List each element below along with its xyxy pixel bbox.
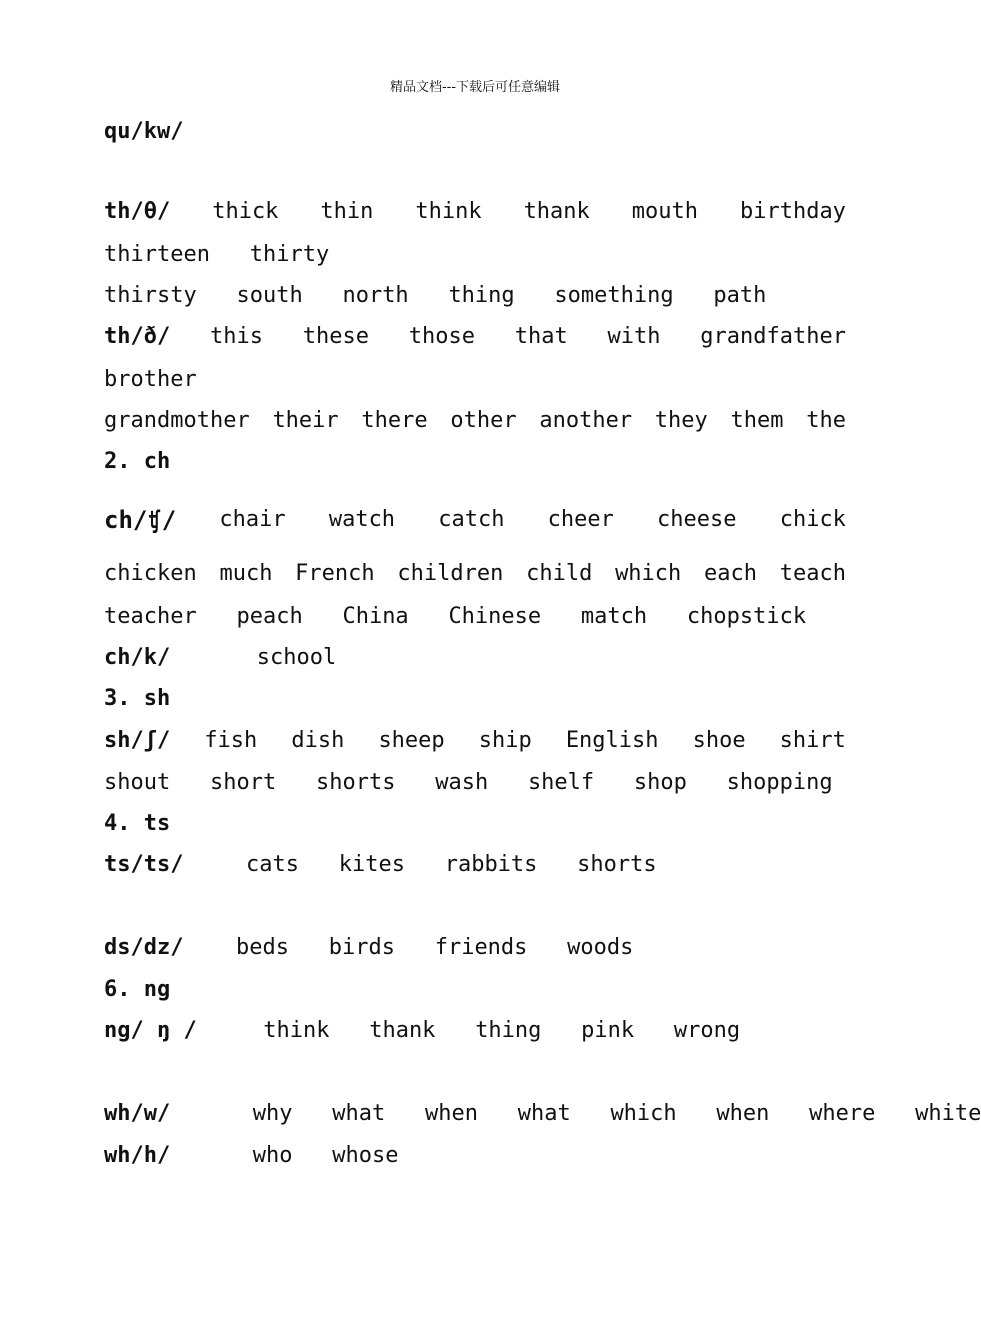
- word: thank: [369, 1018, 436, 1043]
- word: where: [809, 1101, 876, 1126]
- word: them: [730, 408, 784, 433]
- word: with: [607, 324, 661, 349]
- word: those: [408, 324, 475, 349]
- word: thank: [523, 199, 590, 224]
- th-eth-row-2: [104, 366, 846, 394]
- word: thick: [212, 199, 279, 224]
- word: rabbits: [444, 852, 538, 877]
- word: shorts: [315, 770, 396, 795]
- word: kites: [338, 852, 405, 877]
- th-theta-label: th/θ/: [104, 199, 171, 224]
- word: other: [450, 408, 517, 433]
- word: chopstick: [686, 604, 807, 629]
- word: shoe: [692, 728, 746, 753]
- word: chicken: [104, 561, 197, 586]
- word: when: [424, 1101, 478, 1126]
- qu-label: qu/kw/: [104, 119, 184, 144]
- th-eth-label: th/ð/: [104, 324, 171, 349]
- word: pink: [581, 1018, 635, 1043]
- word: chick: [779, 507, 846, 532]
- ch-k-label: ch/k/: [104, 645, 171, 670]
- word: teacher: [104, 604, 197, 629]
- word: south: [236, 283, 303, 308]
- section-heading-ts: 4. ts: [104, 811, 171, 836]
- word: whose: [332, 1143, 399, 1168]
- word: the: [806, 408, 846, 433]
- th-eth-row-1: [104, 323, 846, 351]
- word: what: [517, 1101, 571, 1126]
- ds-label: ds/dz/: [104, 935, 184, 960]
- word: woods: [567, 935, 634, 960]
- word: their: [272, 408, 339, 433]
- wh-w-row: [104, 1100, 981, 1128]
- word: fish: [204, 728, 258, 753]
- word: thing: [475, 1018, 542, 1043]
- word: dish: [291, 728, 345, 753]
- page-header: 精品文档---下载后可任意编辑: [389, 80, 561, 95]
- word: who: [252, 1143, 293, 1168]
- section-heading-ng: 6. ng: [104, 977, 171, 1002]
- word: catch: [438, 507, 505, 532]
- qu-row: [104, 118, 846, 146]
- word: teach: [779, 561, 846, 586]
- word: English: [565, 728, 659, 753]
- word: Chinese: [448, 604, 542, 629]
- word: brother: [104, 367, 197, 392]
- word: sheep: [378, 728, 445, 753]
- ts-row: [104, 851, 846, 879]
- word: child: [526, 561, 593, 586]
- word: French: [295, 561, 375, 586]
- word: grandfather: [700, 324, 846, 349]
- th-theta-row-2: [104, 241, 846, 269]
- word: path: [713, 283, 767, 308]
- word: chair: [219, 507, 286, 532]
- ts-label: ts/ts/: [104, 852, 184, 877]
- word: much: [219, 561, 273, 586]
- word: watch: [328, 507, 396, 532]
- th-theta-row-1: [104, 198, 846, 226]
- wh-h-label: wh/h/: [104, 1143, 171, 1168]
- word: birds: [328, 935, 395, 960]
- word: shop: [633, 770, 687, 795]
- ng-label: ng/ ŋ /: [104, 1018, 197, 1043]
- word: think: [263, 1018, 330, 1043]
- word: thirty: [249, 242, 330, 267]
- word: ship: [478, 728, 532, 753]
- word: China: [342, 604, 409, 629]
- word: which: [610, 1101, 677, 1126]
- word: shorts: [577, 852, 657, 877]
- ch-tsh-row-2: [104, 560, 846, 588]
- ch-tsh-row-1: [104, 503, 846, 537]
- ch-tsh-label: ch/ʧ/: [104, 506, 177, 534]
- word: cats: [245, 852, 299, 877]
- word: that: [514, 324, 568, 349]
- ng-row: [104, 1017, 846, 1045]
- word: white: [915, 1101, 981, 1126]
- word: school: [256, 645, 337, 670]
- word: peach: [236, 604, 303, 629]
- sh-row-1: [104, 727, 846, 755]
- word: beds: [235, 935, 289, 960]
- word: another: [539, 408, 633, 433]
- word: think: [415, 199, 482, 224]
- ch-tsh-row-3: [104, 603, 846, 631]
- word: they: [654, 408, 708, 433]
- section-heading-ch: 2. ch: [104, 449, 171, 474]
- th-theta-row-3: [104, 282, 846, 310]
- word: mouth: [631, 199, 698, 224]
- word: thin: [320, 199, 374, 224]
- word: why: [252, 1101, 293, 1126]
- word: north: [342, 283, 409, 308]
- word: match: [580, 604, 648, 629]
- ds-row: [104, 934, 846, 962]
- wh-w-label: wh/w/: [104, 1101, 171, 1126]
- word: wash: [435, 770, 489, 795]
- word: each: [704, 561, 758, 586]
- word: thirsty: [104, 283, 197, 308]
- word: shout: [104, 770, 171, 795]
- word: short: [209, 770, 277, 795]
- wh-h-row: [104, 1142, 846, 1170]
- word: birthday: [739, 199, 846, 224]
- ch-k-row: [104, 644, 846, 672]
- word: thing: [448, 283, 515, 308]
- word: shopping: [726, 770, 833, 795]
- word: thirteen: [104, 242, 210, 267]
- word: wrong: [673, 1018, 741, 1043]
- word: shirt: [779, 728, 846, 753]
- word: cheer: [547, 507, 614, 532]
- word: this: [210, 324, 263, 349]
- section-heading-sh: 3. sh: [104, 686, 171, 711]
- word: what: [332, 1101, 386, 1126]
- sh-label: sh/ʃ/: [104, 728, 171, 753]
- word: shelf: [527, 770, 595, 795]
- word: something: [554, 283, 674, 308]
- word: these: [302, 324, 369, 349]
- word: cheese: [657, 507, 737, 532]
- word: which: [615, 561, 682, 586]
- word: when: [716, 1101, 770, 1126]
- word: grandmother: [104, 408, 250, 433]
- word: friends: [434, 935, 528, 960]
- sh-row-2: [104, 769, 846, 797]
- word: there: [361, 408, 428, 433]
- th-eth-row-3: [104, 407, 846, 435]
- word: children: [397, 561, 504, 586]
